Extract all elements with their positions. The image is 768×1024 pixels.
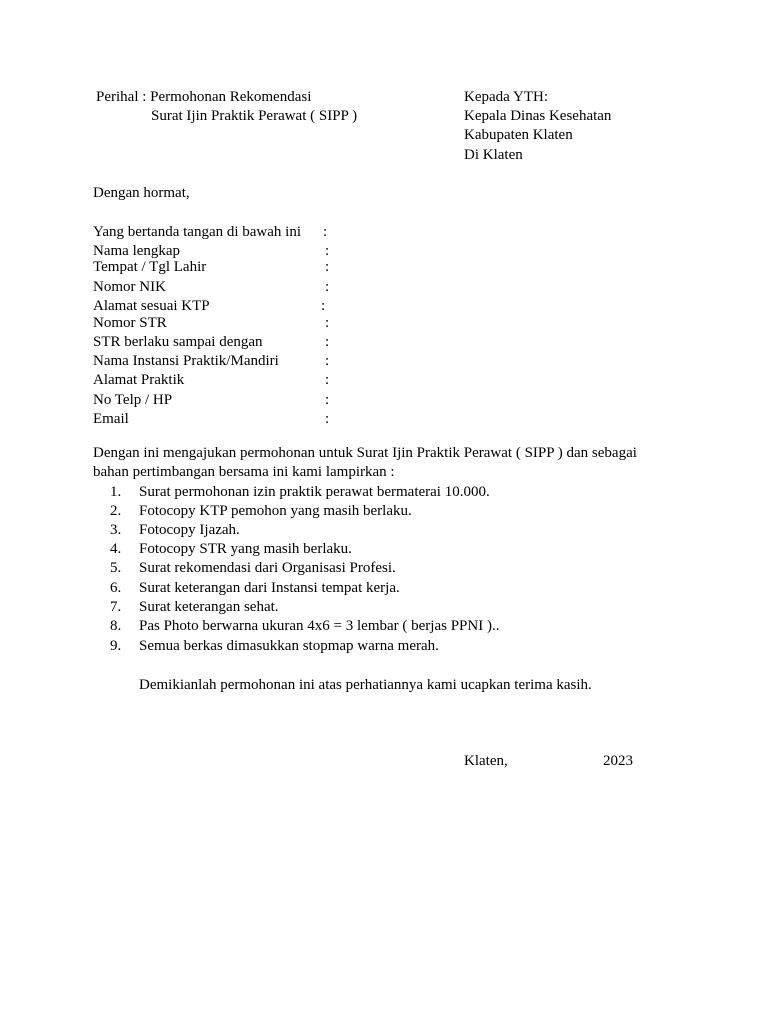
field-colon: : <box>321 298 326 314</box>
list-number: 7. <box>110 599 122 615</box>
list-text: Fotocopy STR yang masih berlaku. <box>139 541 352 557</box>
field-row <box>93 314 353 333</box>
list-number: 5. <box>110 560 122 576</box>
field-row <box>93 391 353 410</box>
field-row <box>93 371 353 390</box>
field-row <box>93 333 353 352</box>
field-label: Yang bertanda tangan di bawah ini <box>93 224 302 240</box>
field-colon: : <box>325 315 330 331</box>
list-item <box>110 598 279 617</box>
field-colon: : <box>325 334 330 350</box>
list-text: Surat rekomendasi dari Organisasi Profesi. <box>139 560 396 576</box>
list-text: Surat keterangan dari Instansi tempat kerja. <box>139 580 400 596</box>
list-number: 2. <box>110 503 122 519</box>
field-colon: : <box>325 353 330 369</box>
list-item <box>110 483 490 502</box>
field-colon: : <box>325 279 330 295</box>
field-label: Tempat / Tgl Lahir <box>93 259 207 275</box>
list-number: 3. <box>110 522 122 538</box>
list-item <box>110 637 439 656</box>
field-colon: : <box>323 224 328 240</box>
field-row <box>93 278 353 297</box>
field-label: STR berlaku sampai dengan <box>93 334 263 350</box>
greeting: Dengan hormat, <box>93 185 190 201</box>
list-text: Surat permohonan izin praktik perawat bermaterai 10.000. <box>139 484 490 500</box>
closing-sentence: Demikianlah permohonan ini atas perhatiannya kami ucapkan terima kasih. <box>139 677 592 693</box>
field-label: Alamat sesuai KTP <box>93 298 210 314</box>
list-text: Semua berkas dimasukkan stopmap warna merah. <box>139 638 439 654</box>
list-item <box>110 579 400 598</box>
recipient-line: Di Klaten <box>464 147 523 163</box>
field-row <box>93 410 353 429</box>
list-number: 6. <box>110 580 122 596</box>
subject-continuation: Surat Ijin Praktik Perawat ( SIPP ) <box>151 108 358 124</box>
field-label: Nama Instansi Praktik/Mandiri <box>93 353 279 369</box>
list-number: 4. <box>110 541 122 557</box>
intro-paragraph-line: bahan pertimbangan bersama ini kami lampirkan : <box>93 464 395 480</box>
field-colon: : <box>325 259 330 275</box>
list-item <box>110 502 412 521</box>
field-row <box>93 223 353 242</box>
field-label: Nomor NIK <box>93 279 166 295</box>
list-number: 8. <box>110 618 122 634</box>
field-label: Alamat Praktik <box>93 372 185 388</box>
recipient-line: Kepala Dinas Kesehatan <box>464 108 612 124</box>
field-row <box>93 352 353 371</box>
field-colon: : <box>325 411 330 427</box>
signature-place: Klaten, <box>464 753 508 769</box>
list-item <box>110 617 499 636</box>
field-colon: : <box>325 372 330 388</box>
list-text: Fotocopy Ijazah. <box>139 522 240 538</box>
field-colon: : <box>325 243 330 259</box>
list-text: Fotocopy KTP pemohon yang masih berlaku. <box>139 503 412 519</box>
list-text: Surat keterangan sehat. <box>139 599 279 615</box>
list-item <box>110 559 396 578</box>
signature-year: 2023 <box>603 753 633 769</box>
field-row <box>93 258 353 277</box>
field-label: Nomor STR <box>93 315 167 331</box>
field-label: Nama lengkap <box>93 243 181 259</box>
list-item <box>110 521 240 540</box>
list-number: 1. <box>110 484 122 500</box>
field-label: No Telp / HP <box>93 392 173 408</box>
list-text: Pas Photo berwarna ukuran 4x6 = 3 lembar ( berjas PPNI ).. <box>139 618 500 634</box>
list-item <box>110 540 352 559</box>
recipient-line: Kepada YTH: <box>464 89 548 105</box>
subject-line: Perihal : Permohonan Rekomendasi <box>96 89 312 105</box>
intro-paragraph-line: Dengan ini mengajukan permohonan untuk Surat Ijin Praktik Perawat ( SIPP ) dan sebagai <box>93 445 637 461</box>
field-colon: : <box>325 392 330 408</box>
list-number: 9. <box>110 638 122 654</box>
recipient-line: Kabupaten Klaten <box>464 127 573 143</box>
field-label: Email <box>93 411 129 427</box>
